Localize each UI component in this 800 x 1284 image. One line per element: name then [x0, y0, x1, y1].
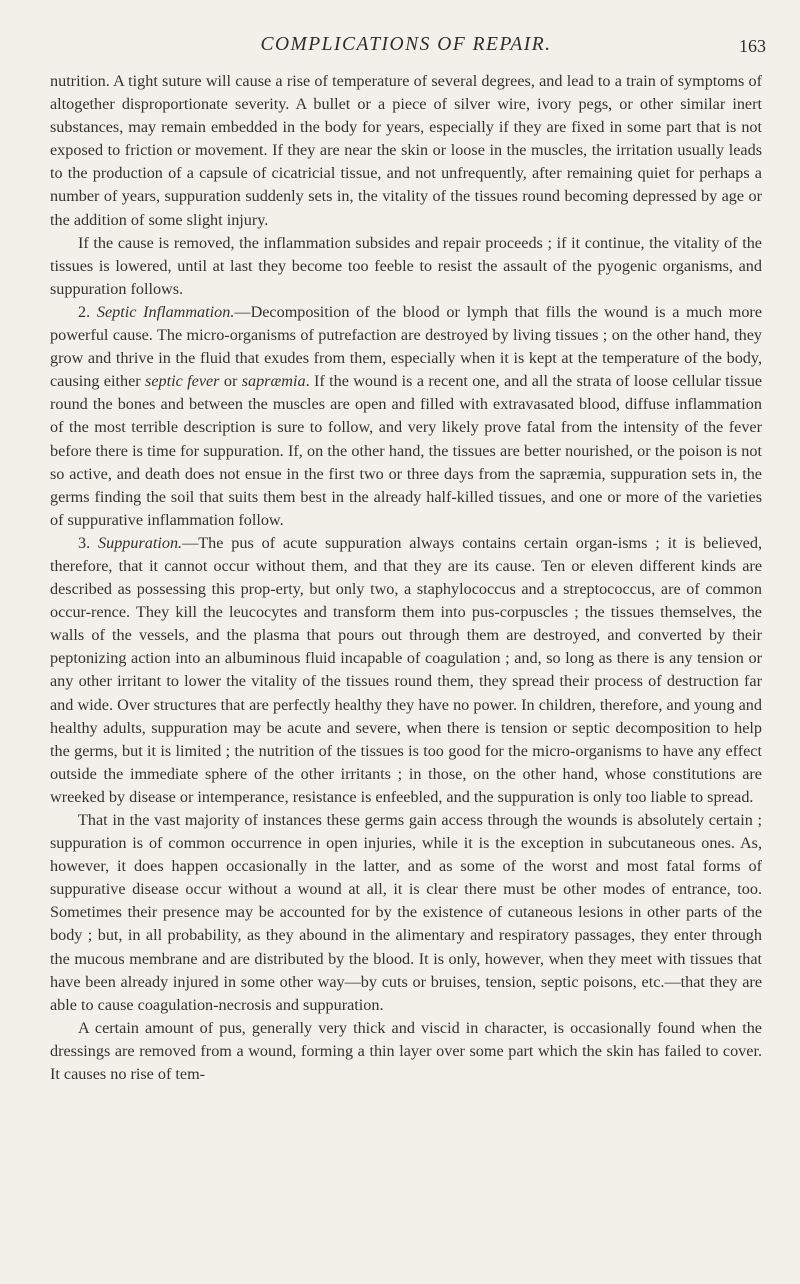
paragraph-germs-access	[50, 809, 762, 1017]
paragraph-pus-amount	[50, 1017, 762, 1086]
page-header	[50, 30, 766, 70]
paragraph-foreign-bodies	[50, 70, 762, 232]
paragraph-suppuration	[50, 532, 762, 809]
book-page	[50, 30, 766, 1086]
section-number: 2.	[78, 302, 97, 321]
running-title: COMPLICATIONS OF REPAIR.	[260, 34, 552, 55]
paragraph-text: If the cause is removed, the inflammation subsides and repair proceeds ; if it continue, the vitality of the tissues is lowered, until at last they become too feeble to resist the assault of the pyogenic organisms, and suppuration follows.	[50, 233, 762, 298]
paragraph-text: or	[219, 372, 242, 391]
section-heading-septic-inflammation: Septic Inflammation.	[96, 302, 235, 321]
paragraph-text: —Decomposition of the blood or lymph that fills the wound is a much more powerful cause. The micro-organisms of putrefaction are destroyed by living tissues ; on the other hand, they grow and thrive in the fluid that exudes from them, especially when it is kept at the temperature of the body, causing either	[50, 302, 763, 391]
paragraph-text: —The pus of acute suppuration always contains certain organ-isms ; it is believed, therefore, that it cannot occur without them, and that they are its cause. Ten or eleven different kinds are described as possessing this prop-erty, but only two, a staphylococcus and a streptococcus, are of common occur-rence. They kill the leucocytes and transform them into pus-corpuscles ; the tissues themselves, the walls of the vessels, and the plasma that pours out through them are destroyed, and converted by their peptonizing action into an albuminous fluid incapable of coagulation ; and, so long as there is any tension or any other irritant to lower the vitality of the tissues round them, they spread their process of destruction far and wide. Over structures that are perfectly healthy they have no power. In children, therefore, and young and healthy adults, suppuration may be acute and severe, when there is tension or septic decomposition to help the germs, but it is limited ; the nutrition of the tissues is too good for the micro-organisms to have any effect outside the immediate sphere of the other irritants ; in those, on the other hand, whose constitutions are wreeked by disease or intemperance, resistance is enfeebled, and the suppuration is only too liable to spread.	[50, 533, 763, 806]
section-number: 3.	[78, 533, 98, 552]
page-number: 163	[739, 36, 766, 56]
paragraph-cause-removed	[50, 232, 762, 301]
paragraph-text: A certain amount of pus, generally very thick and viscid in character, is occasionally found when the dressings are removed from a wound, forming a thin layer over some part which the skin has failed to cover. It causes no rise of tem-	[50, 1018, 762, 1084]
section-heading-suppuration: Suppuration.	[98, 533, 183, 552]
term-septic-fever: septic fever	[145, 372, 220, 391]
paragraph-text: That in the vast majority of instances these germs gain access through the wounds is absolutely certain ; suppuration is of common occurrence in open injuries, while it is the exception in subcutaneous ones. As, however, it does happen occasionally in the latter, and as some of the worst and most fatal forms of suppurative disease occur without a wound at all, it is clear there must be other modes of entrance, too. Sometimes their presence may be accounted for by the existence of cutaneous lesions in other parts of the body ; but, in all probability, as they abound in the alimentary and respiratory passages, they enter through the mucous membrane and are distributed by the blood. It is only, however, when they meet with tissues that have been already injured in some other way—by cuts or bruises, tension, septic poisons, etc.—that they are able to cause coagulation-necrosis and suppuration.	[50, 811, 762, 1014]
paragraph-text: . If the wound is a recent one, and all the strata of loose cellular tissue round the bones and between the muscles are open and filled with extravasated blood, diffuse inflammation of the most terrible description is sure to follow, and very likely prove fatal from the intensity of the fever before there is time for suppuration. If, on the other hand, the tissues are better nourished, or the poison is not so active, and death does not ensue in the first two or three days from the sapræmia, suppuration sets in, the germs finding the soil that suits them best in the already half-killed tissues, and one or more of the varieties of suppurative inflammation follow.	[50, 372, 762, 529]
term-sapraemia: sapræmia	[241, 372, 306, 391]
body-text	[50, 70, 762, 1086]
paragraph-text: nutrition. A tight suture will cause a rise of temperature of several degrees, and lead to a train of symptoms of altogether disproportionate severity. A bullet or a piece of silver wire, ivory pegs, or other similar inert substances, may remain embedded in the body for years, especially if they are fixed in some part that is not exposed to friction or movement. If they are near the skin or loose in the muscles, the irritation usually leads to the production of a capsule of cicatricial tissue, and not unfrequently, after remaining quiet for perhaps a number of years, suppuration suddenly sets in, the vitality of the tissues round becoming depressed by age or the addition of some slight injury.	[50, 72, 762, 229]
paragraph-septic-inflammation	[50, 301, 762, 532]
